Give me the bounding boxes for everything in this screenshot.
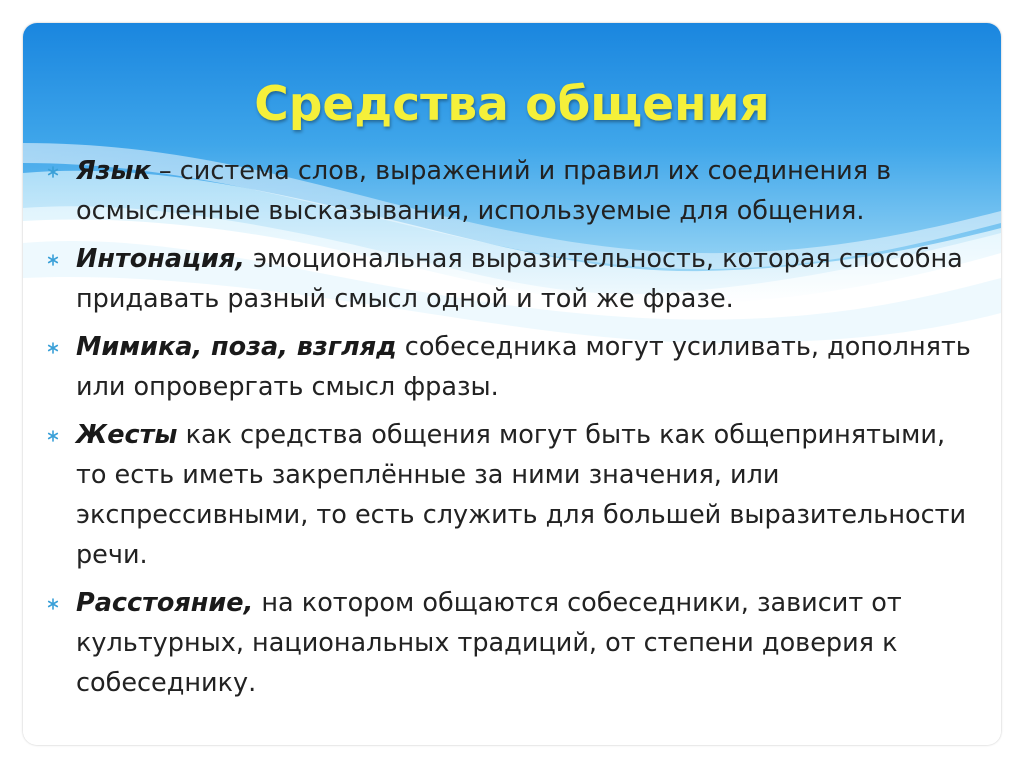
bullet-text: собеседника могут усиливать, дополнять или опровергать смысл фразы. — [76, 332, 971, 402]
bullet-term: Мимика, поза, взгляд — [76, 332, 397, 362]
bullet-item-intonation — [43, 239, 973, 319]
bullet-text: – система слов, выражений и правил их соединения в осмысленные высказывания, используемые для общения. — [76, 156, 892, 226]
bullet-text: эмоциональная выразительность, которая способна придавать разный смысл одной и той же фразе. — [76, 244, 963, 314]
bullet-item-distance — [43, 583, 973, 703]
slide-title: Средства общения — [254, 77, 770, 132]
snowflake-icon — [45, 416, 61, 456]
bullet-list — [43, 151, 973, 711]
bullet-item-gestures — [43, 415, 973, 575]
snowflake-icon — [45, 152, 61, 192]
slide-card — [23, 23, 1001, 745]
bullet-text: на котором общаются собеседники, зависит от культурных, национальных традиций, от степени доверия к собеседнику. — [76, 588, 902, 698]
bullet-item-facial-expression — [43, 327, 973, 407]
snowflake-icon — [45, 240, 61, 280]
bullet-term: Интонация, — [76, 244, 245, 274]
bullet-term: Расстояние, — [76, 588, 254, 618]
snowflake-icon — [45, 584, 61, 624]
bullet-term: Жесты — [76, 420, 178, 450]
bullet-term: Язык — [76, 156, 151, 186]
bullet-item-language — [43, 151, 973, 231]
snowflake-icon — [45, 328, 61, 368]
bullet-text: как средства общения могут быть как общепринятыми, то есть иметь закреплённые за ними значения, или экспрессивными, то есть служить для большей выразительности речи. — [76, 420, 967, 570]
